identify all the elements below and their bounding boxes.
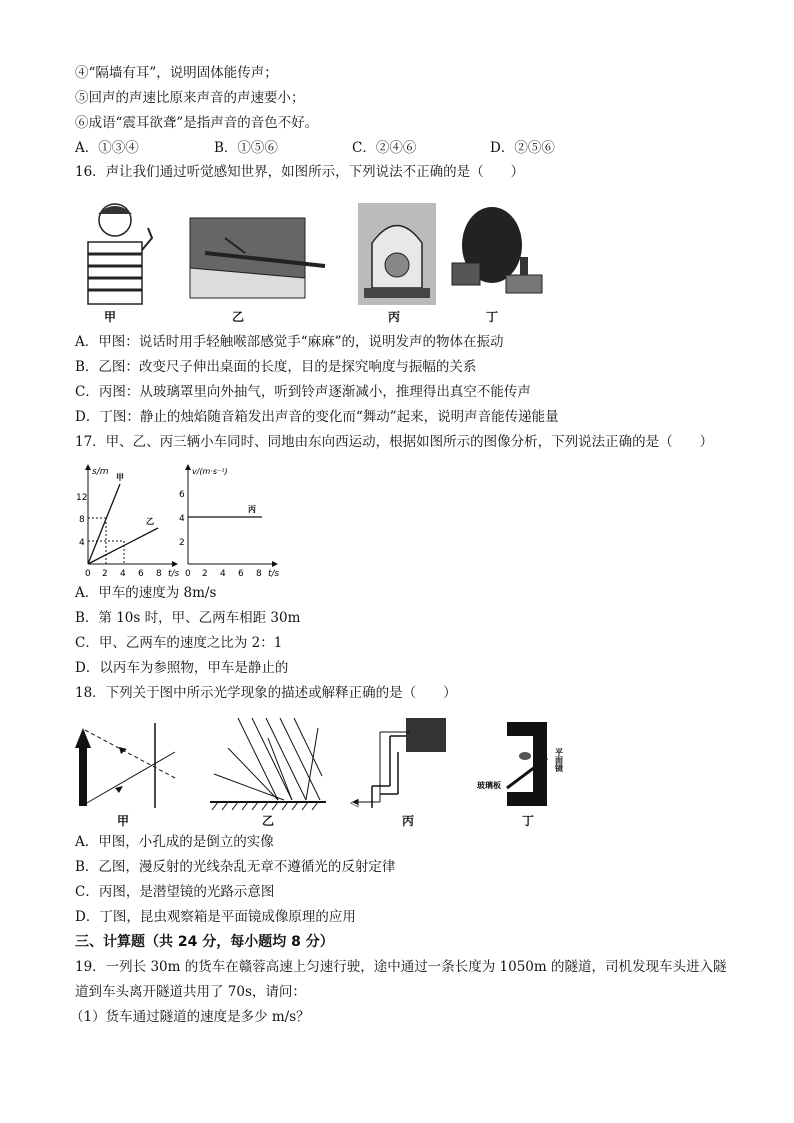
q17-g1-ytick-12: 12 — [76, 493, 88, 503]
q17-g2-ytick-6: 6 — [179, 490, 185, 500]
q16-caption-bing: 丙 — [388, 310, 401, 324]
q17-stem: 17．甲、乙、丙三辆小车同时、同地由东向西运动，根据如图所示的图像分析，下列说法正确的是（ ） — [75, 434, 714, 450]
q15-statement-4: ④“隔墙有耳”，说明固体能传声； — [75, 65, 278, 81]
q16-caption-yi: 乙 — [232, 310, 245, 324]
q16-caption-jia: 甲 — [104, 310, 117, 324]
q19-sub-question-1: （1）货车通过隧道的速度是多少 m/s？ — [70, 1009, 310, 1025]
section-3-title: 三、计算题（共 24 分，每小题均 8 分） — [75, 934, 334, 950]
q17-g2-xtick-8: 8 — [256, 569, 262, 579]
q16-option-d: D．丁图：静止的烛焰随音箱发出声音的变化而“舞动”起来，说明声音能传递能量 — [75, 409, 559, 425]
q18-figure-jia — [75, 718, 185, 813]
q17-g2-ytick-4: 4 — [179, 514, 185, 524]
q18-label-glass: 玻璃板 — [477, 781, 501, 790]
q16-figure-bing — [358, 203, 436, 305]
q17-option-b: B．第 10s 时，甲、乙两车相距 30m — [75, 610, 301, 626]
q16-option-c: C．丙图：从玻璃罩里向外抽气，听到铃声逐渐减小，推理得出真空不能传声 — [75, 384, 531, 400]
q17-g1-ylabel: s/m — [92, 467, 109, 477]
q18-caption-jia: 甲 — [117, 814, 130, 828]
q18-figure-yi — [208, 718, 328, 813]
q17-g2-ytick-2: 2 — [179, 538, 185, 548]
q17-option-c: C．甲、乙两车的速度之比为 2：1 — [75, 635, 283, 651]
q17-g2-ylabel: v/(m·s⁻¹) — [192, 467, 228, 476]
q18-figure-bing — [350, 716, 450, 811]
q17-g2-xtick-0: 0 — [185, 569, 191, 579]
q16-option-a: A．甲图：说话时用手轻触喉部感觉手“麻麻”的，说明发声的物体在振动 — [75, 334, 504, 350]
q17-g1-xtick-4: 4 — [120, 569, 126, 579]
q18-option-c: C．丙图，是潜望镜的光路示意图 — [75, 884, 275, 900]
q17-g2-xtick-2: 2 — [202, 569, 208, 579]
q18-option-b: B．乙图，漫反射的光线杂乱无章不遵循光的反射定律 — [75, 859, 396, 875]
q15-option-d: D．②⑤⑥ — [490, 140, 555, 156]
q17-option-a: A．甲车的速度为 8m/s — [75, 585, 217, 601]
q18-option-d: D．丁图，昆虫观察箱是平面镜成像原理的应用 — [75, 909, 356, 925]
q17-option-d: D．以丙车为参照物，甲车是静止的 — [75, 660, 289, 676]
q18-figure-ding — [475, 718, 605, 813]
q15-option-c: C．②④⑥ — [352, 140, 417, 156]
q17-g1-xtick-6: 6 — [138, 569, 144, 579]
q16-figure-ding — [444, 203, 549, 298]
q19-line-1: 19．一列长 30m 的货车在赣蓉高速上匀速行驶，途中通过一条长度为 1050m 的隧道，司机发现车头进入隧 — [75, 959, 727, 975]
q16-figure-jia — [70, 198, 160, 308]
q17-g1-xlabel: t/s — [168, 569, 180, 579]
q18-caption-yi: 乙 — [262, 814, 275, 828]
q15-option-b: B．①⑤⑥ — [214, 140, 278, 156]
q19-line-2: 道到车头离开隧道共用了 70s，请问： — [75, 984, 306, 1000]
q17-graph-vt — [172, 462, 284, 580]
q17-graph-st — [72, 462, 182, 580]
q15-statement-6: ⑥成语“震耳欲聋”是指声音的音色不好。 — [75, 115, 319, 131]
q16-stem: 16．声让我们通过听觉感知世界，如图所示，下列说法不正确的是（ ） — [75, 164, 525, 180]
q15-option-a: A．①③④ — [75, 140, 139, 156]
q17-g1-xtick-0: 0 — [85, 569, 91, 579]
q18-caption-bing: 丙 — [402, 814, 415, 828]
q18-stem: 18．下列关于图中所示光学现象的描述或解释正确的是（ ） — [75, 685, 457, 701]
q17-g1-xtick-8: 8 — [156, 569, 162, 579]
q17-g2-xtick-6: 6 — [238, 569, 244, 579]
q17-g2-xlabel: t/s — [268, 569, 280, 579]
q17-line-bing-label: 丙 — [248, 505, 256, 514]
q16-figure-yi — [185, 208, 335, 303]
q18-label-mirror: 平面镜 — [554, 748, 564, 772]
svg-text:◁: ◁ — [350, 796, 359, 809]
q17-g1-ytick-8: 8 — [79, 515, 85, 525]
q18-caption-ding: 丁 — [522, 814, 535, 828]
q17-g2-xtick-4: 4 — [220, 569, 226, 579]
q16-option-b: B．乙图：改变尺子伸出桌面的长度，目的是探究响度与振幅的关系 — [75, 359, 477, 375]
q17-g1-xtick-2: 2 — [102, 569, 108, 579]
q17-g1-ytick-4: 4 — [79, 538, 85, 548]
q16-caption-ding: 丁 — [486, 310, 499, 324]
q17-line-yi-label: 乙 — [146, 517, 154, 526]
q17-line-jia-label: 甲 — [116, 473, 124, 482]
q18-option-a: A．甲图，小孔成的是倒立的实像 — [75, 834, 274, 850]
q15-statement-5: ⑤回声的声速比原来声音的声速要小； — [75, 90, 305, 106]
